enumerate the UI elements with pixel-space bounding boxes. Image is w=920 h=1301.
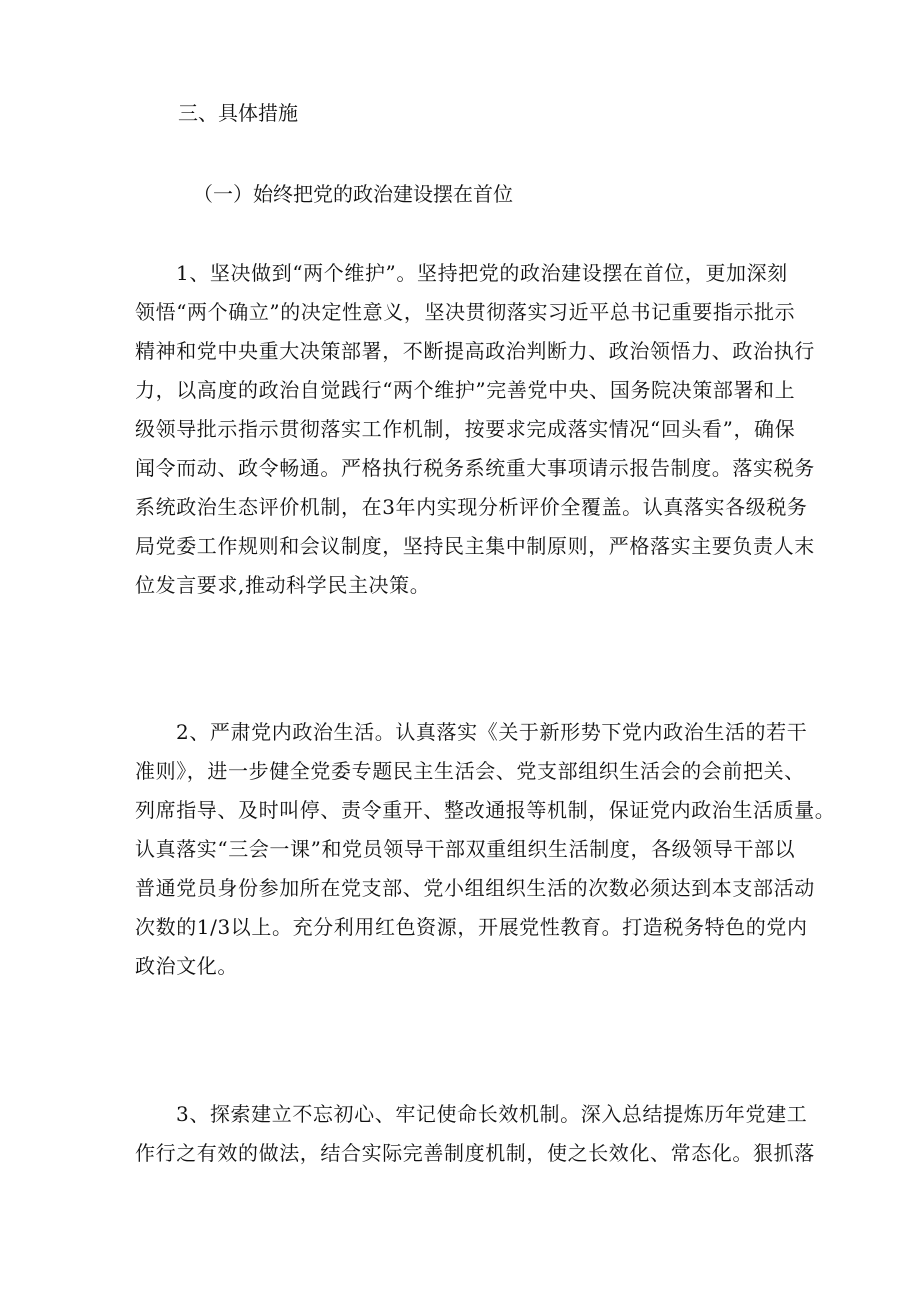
paragraph-line: 3、探索建立不忘初心、牢记使命长效机制。深入总结提炼历年党建工 — [176, 1102, 808, 1126]
paragraph-line: 政治文化。 — [135, 954, 238, 978]
paragraph-line: 准则》，进一步健全党委专题民主生活会、党支部组织生活会的会前把关、 — [135, 759, 805, 783]
paragraph-line: 次数的1/3以上。充分利用红色资源，开展党性教育。打造税务特色的党内 — [135, 915, 808, 939]
paragraph-line: 力，以高度的政治自觉践行“两个维护”完善党中央、国务院决策部署和上 — [135, 378, 796, 402]
paragraph-line: 作行之有效的做法，结合实际完善制度机制，使之长效化、常态化。狠抓落 — [135, 1141, 815, 1165]
paragraph-3 — [135, 1095, 815, 1173]
paragraph-line: 闻令而动、政令畅通。严格执行税务系统重大事项请示报告制度。落实税务 — [135, 456, 815, 480]
paragraph-line: 系统政治生态评价机制，在3年内实现分析评价全覆盖。认真落实各级税务 — [135, 495, 808, 519]
paragraph-line: 1、坚决做到“两个维护”。坚持把党的政治建设摆在首位，更加深刻 — [176, 261, 788, 285]
paragraph-line: 认真落实“三会一课”和党员领导干部双重组织生活制度，各级领导干部以 — [135, 837, 796, 861]
paragraph-line: 领悟“两个确立”的决定性意义，坚决贯彻落实习近平总书记重要指示批示 — [135, 300, 796, 324]
paragraph-line: 2、严肃党内政治生活。认真落实《关于新形势下党内政治生活的若干 — [176, 720, 808, 744]
paragraph-2 — [135, 713, 836, 986]
paragraph-line: 普通党员身份参加所在党支部、党小组组织生活的次数必须达到本支部活动 — [135, 876, 815, 900]
subsection-heading: （一）始终把党的政治建设摆在首位 — [193, 182, 513, 206]
paragraph-line: 级领导批示指示贯彻落实工作机制，按要求完成落实情况“回头看”，确保 — [135, 417, 796, 441]
paragraph-line: 位发言要求,推动科学民主决策。 — [135, 573, 431, 597]
paragraph-line: 局党委工作规则和会议制度，坚持民主集中制原则，严格落实主要负责人末 — [135, 534, 815, 558]
paragraph-line: 精神和党中央重大决策部署，不断提高政治判断力、政治领悟力、政治执行 — [135, 339, 815, 363]
section-heading: 三、具体措施 — [178, 101, 298, 125]
paragraph-line: 列席指导、及时叫停、责令重开、整改通报等机制，保证党内政治生活质量。 — [135, 798, 836, 822]
paragraph-1 — [135, 254, 815, 605]
